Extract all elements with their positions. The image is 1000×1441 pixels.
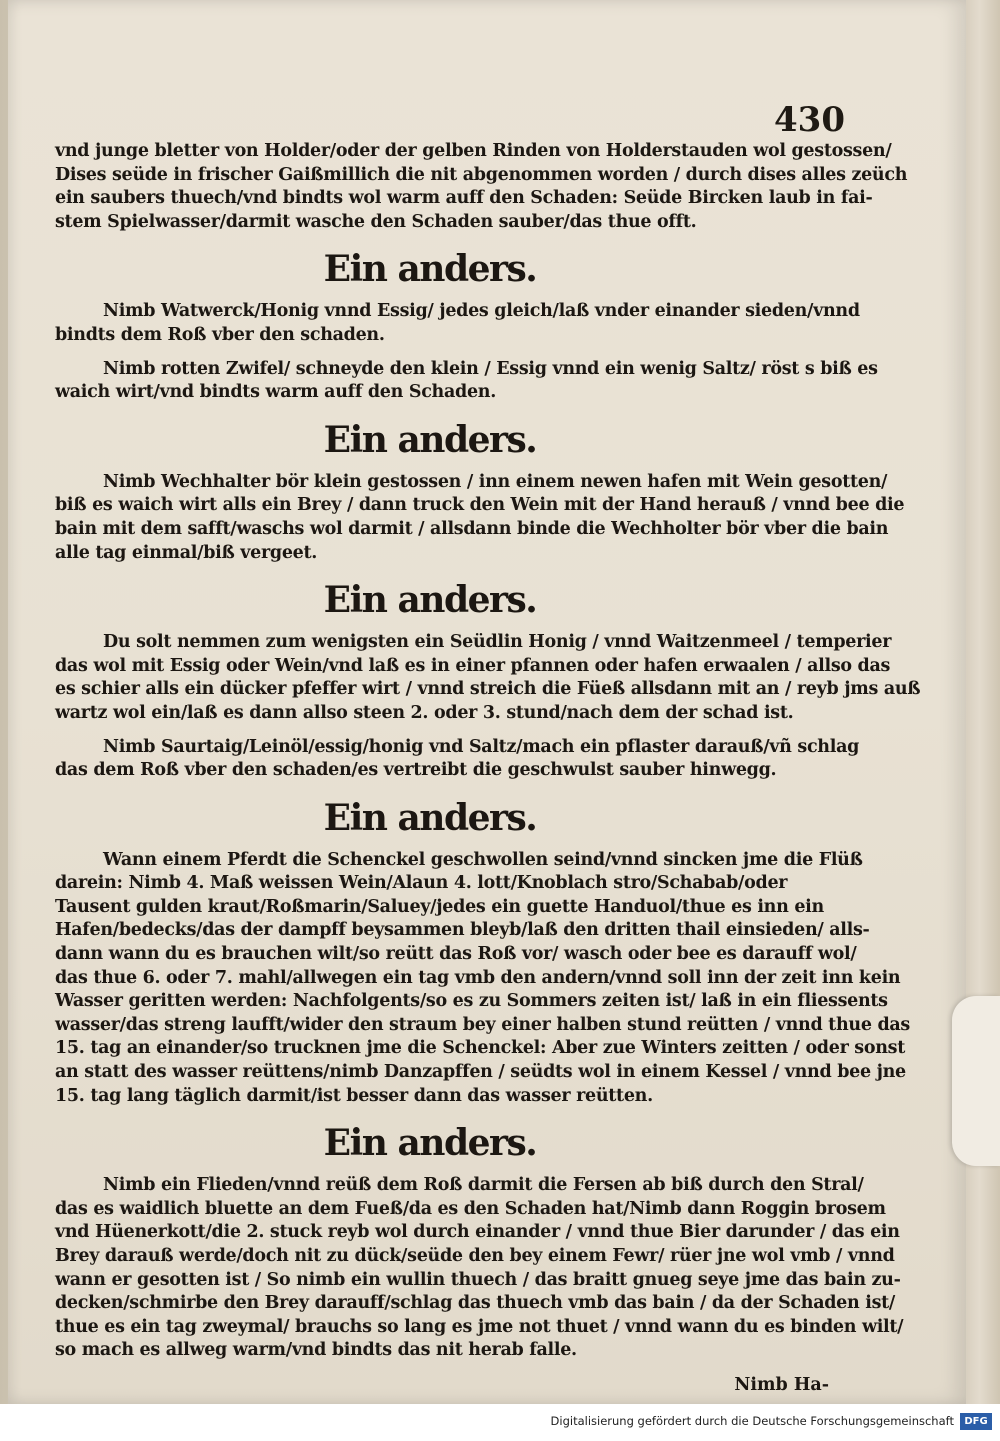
text-line: ein saubers thuech/vnd bindts wol warm auff den Schaden: Seüde Bircken laub in fai-: [55, 188, 873, 209]
text-line: vnd Hüenerkott/die 2. stuck reyb wol durch einander / vnnd thue Bier darunder / das ein: [55, 1222, 900, 1243]
text-line: biß es waich wirt alls ein Brey / dann truck den Wein mit der Hand herauß / vnnd bee die: [55, 495, 905, 516]
text-line: so mach es allweg warm/vnd bindts das nit herab falle.: [55, 1340, 577, 1361]
text-line: 15. tag lang täglich darmit/ist besser dann das wasser reütten.: [55, 1085, 653, 1106]
text-line: Hafen/bedecks/das der dampff beysammen bleyb/laß den dritten thail einsieden/ alls-: [55, 920, 870, 941]
text-line: waich wirt/vnd bindts warm auff den Schaden.: [55, 382, 496, 403]
section-heading: Ein anders.: [323, 796, 537, 839]
dfg-logo-icon: DFG: [960, 1413, 992, 1430]
footer-bar: [0, 1404, 1000, 1441]
text-line: 15. tag an einander/so trucknen jme die Schenckel: Aber zue Winters zeitten / oder sonst: [55, 1038, 905, 1059]
text-line: Nimb Saurtaig/Leinöl/essig/honig vnd Saltz/mach ein pflaster darauß/vñ schlag: [103, 736, 860, 757]
text-line: Nimb rotten Zwifel/ schneyde den klein / Essig vnnd ein wenig Saltz/ röst s biß es: [103, 358, 878, 379]
recipe-paragraph: [55, 1174, 904, 1363]
text-line: Du solt nemmen zum wenigsten ein Seüdlin Honig / vnnd Waitzenmeel / temperier: [103, 632, 892, 653]
text-line: darein: Nimb 4. Maß weissen Wein/Alaun 4. lott/Knoblach stro/Schabab/oder: [55, 873, 788, 894]
text-line: das es waidlich bluette an dem Fueß/da es den Schaden hat/Nimb dann Roggin brosem: [55, 1198, 886, 1219]
text-line: vnd junge bletter von Holder/oder der gelben Rinden von Holderstauden wol gestossen/: [55, 141, 892, 161]
text-line: Dises seüde in frischer Gaißmillich die nit abgenommen worden / durch dises alles zeüch: [55, 164, 908, 185]
page-text: [55, 140, 921, 1397]
recipe-paragraph: [55, 471, 905, 565]
text-line: das thue 6. oder 7. mahl/allwegen ein tag vmb den andern/vnnd soll inn der zeit inn kein: [55, 967, 901, 988]
text-line: wartz wol ein/laß es dann allso steen 2. oder 3. stund/nach dem der schad ist.: [55, 702, 794, 723]
section-heading: Ein anders.: [323, 579, 537, 622]
funding-notice: Digitalisierung gefördert durch die Deutsche Forschungsgemeinschaft: [550, 1414, 954, 1428]
section-heading: Ein anders.: [323, 248, 537, 291]
text-line: Brey darauß werde/doch nit zu dück/seüde den bey einem Fewr/ rüer jne wol vmb / vnnd: [55, 1246, 895, 1266]
text-line: an statt des wasser reüttens/nimb Danzapffen / seüdts wol in einem Kessel / vnnd bee jne: [55, 1062, 906, 1083]
text-line: Nimb Watwerck/Honig vnnd Essig/ jedes gleich/laß vnder einander sieden/vnnd: [103, 301, 860, 322]
recipe-paragraph: [55, 300, 860, 347]
text-line: das dem Roß vber den schaden/es vertreibt die geschwulst sauber hinwegg.: [55, 760, 777, 781]
text-line: Nimb Wechhalter bör klein gestossen / inn einem newen hafen mit Wein gesotten/: [103, 471, 888, 492]
section-heading: Ein anders.: [323, 1122, 537, 1165]
recipe-paragraph: [55, 140, 908, 234]
page-number: 430: [774, 100, 845, 140]
text-line: wasser/das streng laufft/wider den straum bey einer halben stund reütten / vnnd thue das: [55, 1014, 910, 1035]
text-line: stem Spielwasser/darmit wasche den Schaden sauber/das thue offt.: [55, 211, 697, 232]
text-line: dann wann du es brauchen wilt/so reütt das Roß vor/ wasch oder bee es darauff wol/: [55, 944, 857, 965]
text-line: es schier alls ein dücker pfeffer wirt / vnnd streich die Füeß allsdann mit an / reyb jms auß: [55, 679, 921, 700]
recipe-paragraph: [55, 631, 921, 725]
catchword: Nimb Ha-: [734, 1374, 829, 1395]
recipe-paragraph: [55, 358, 878, 405]
text-line: Tausent gulden kraut/Roßmarin/Saluey/jedes ein guette Handuol/thue es inn ein: [55, 896, 824, 917]
text-line: thue es ein tag zweymal/ brauchs so lang es jme not thuet / vnnd wann du es binden wilt/: [55, 1316, 904, 1337]
recipe-paragraph: [55, 736, 860, 783]
text-line: das wol mit Essig oder Wein/vnd laß es in einer pfannen oder hafen erwaalen / allso das: [55, 655, 891, 676]
text-line: alle tag einmal/biß vergeet.: [55, 542, 318, 563]
recipe-paragraph: [55, 849, 910, 1109]
text-line: bain mit dem safft/waschs wol darmit / allsdann binde die Wechholter bör vber die bain: [55, 518, 889, 539]
text-line: decken/schmirbe den Brey darauff/schlag das thuech vmb das bain / da der Schaden ist/: [55, 1293, 896, 1314]
page-edge: [966, 0, 1000, 1404]
text-line: bindts dem Roß vber den schaden.: [55, 324, 385, 345]
text-line: Wasser geritten werden: Nachfolgents/so es zu Sommers zeiten ist/ laß in ein fliessents: [55, 991, 888, 1012]
section-heading: Ein anders.: [323, 418, 537, 461]
page-tab-marker: [952, 996, 1000, 1166]
text-line: Nimb ein Flieden/vnnd reüß dem Roß darmit die Fersen ab biß durch den Stral/: [103, 1175, 864, 1196]
text-line: Wann einem Pferdt die Schenckel geschwollen seind/vnnd sincken jme die Flüß: [103, 849, 863, 870]
text-line: wann er gesotten ist / So nimb ein wullin thuech / das braitt gnueg seye jme das bain zu-: [55, 1269, 901, 1290]
